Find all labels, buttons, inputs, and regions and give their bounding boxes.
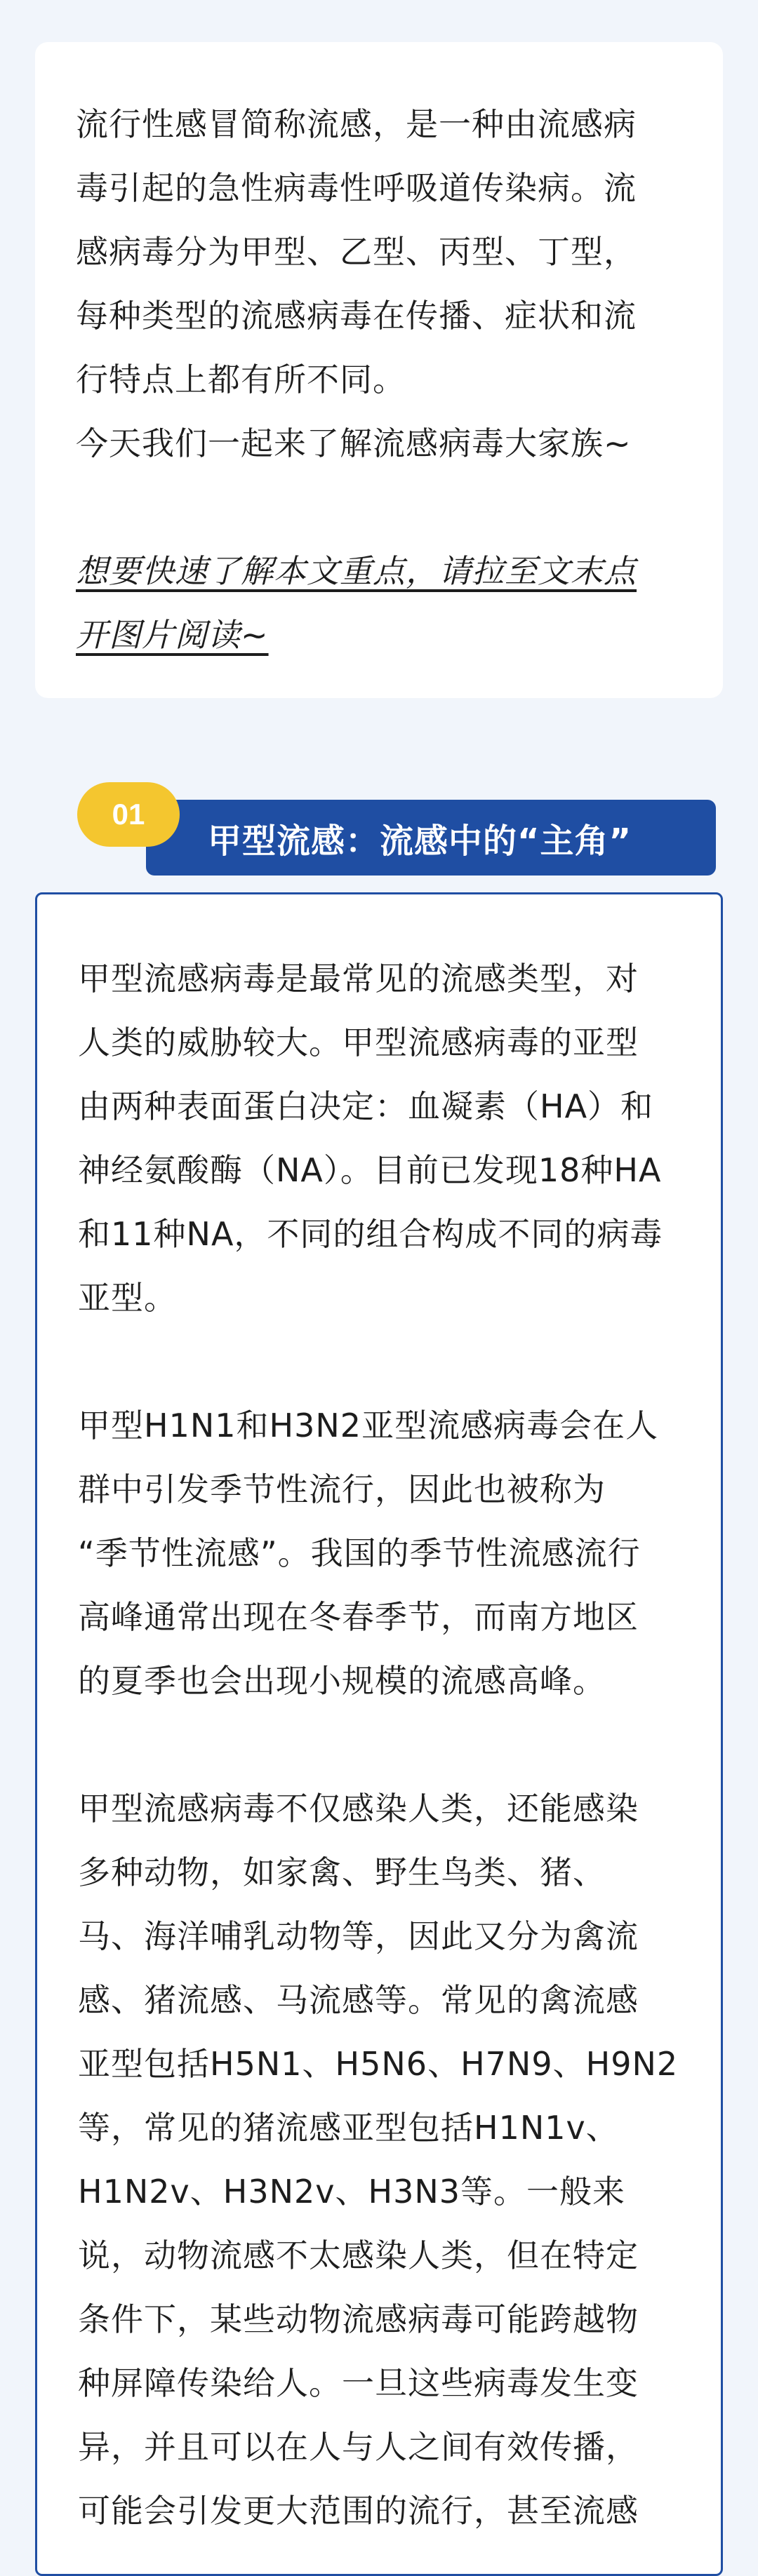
content-line: H1N2v、H3N2v、H3N3等。一般来 <box>78 2173 626 2211</box>
content-line: 等，常见的猪流感亚型包括H1N1v、 <box>78 2109 619 2147</box>
content-line: 由两种表面蛋白决定：血凝素（HA）和 <box>78 1087 654 1125</box>
intro-card <box>35 42 723 698</box>
paragraph-gap <box>76 476 682 539</box>
content-line: 神经氨酸酶（NA）。目前已发现18种HA <box>78 1151 662 1189</box>
intro-line: 每种类型的流感病毒在传播、症状和流 <box>76 297 637 335</box>
section-title: 甲型流感：流感中的“主角” <box>208 821 632 861</box>
section-number-badge: 01 <box>77 782 180 847</box>
paragraph-gap <box>78 1330 680 1394</box>
intro-closing-line: 今天我们一起来了解流感病毒大家族~ <box>76 424 632 462</box>
content-line: 甲型流感病毒不仅感染人类，还能感染 <box>78 1790 639 1827</box>
content-line: 的夏季也会出现小规模的流感高峰。 <box>78 1662 606 1700</box>
content-line: 马、海洋哺乳动物等，因此又分为禽流 <box>78 1917 639 1955</box>
content-line: 和11种NA，不同的组合构成不同的病毒 <box>78 1215 663 1253</box>
section-content-card <box>35 892 723 2576</box>
content-line: 异，并且可以在人与人之间有效传播， <box>78 2428 639 2466</box>
intro-line: 感病毒分为甲型、乙型、丙型、丁型， <box>76 233 637 271</box>
intro-line: 流行性感冒简称流感，是一种由流感病 <box>76 105 637 143</box>
content-line: 说，动物流感不太感染人类，但在特定 <box>78 2236 639 2274</box>
intro-line: 行特点上都有所不同。 <box>76 361 406 398</box>
content-line: “季节性流感”。我国的季节性流感流行 <box>78 1534 641 1572</box>
content-line: 高峰通常出现在冬春季节，而南方地区 <box>78 1598 639 1636</box>
content-line: 人类的威胁较大。甲型流感病毒的亚型 <box>78 1024 639 1061</box>
content-line: 甲型H1N1和H3N2亚型流感病毒会在人 <box>78 1407 659 1444</box>
content-line: 甲型流感病毒是最常见的流感类型，对 <box>78 960 639 998</box>
content-line: 群中引发季节性流行，因此也被称为 <box>78 1470 606 1508</box>
section-header-01 <box>77 782 716 877</box>
content-line: 亚型包括H5N1、H5N6、H7N9、H9N2 <box>78 2045 679 2083</box>
content-line: 可能会引发更大范围的流行，甚至流感 <box>78 2492 639 2530</box>
read-summary-tip-link[interactable]: 想要快速了解本文重点，请拉至文末点 <box>76 552 637 590</box>
content-line: 种屏障传染给人。一旦这些病毒发生变 <box>78 2364 639 2402</box>
section-title-bar <box>146 800 716 876</box>
intro-line: 毒引起的急性病毒性呼吸道传染病。流 <box>76 169 637 207</box>
content-line: 感、猪流感、马流感等。常见的禽流感 <box>78 1981 639 2019</box>
content-line: 亚型。 <box>78 1279 177 1317</box>
paragraph-gap <box>78 1713 680 1777</box>
content-line: 多种动物，如家禽、野生鸟类、猪、 <box>78 1853 606 1891</box>
content-line: 条件下，某些动物流感病毒可能跨越物 <box>78 2300 639 2338</box>
read-summary-tip-link[interactable]: 开图片阅读~ <box>76 616 269 654</box>
